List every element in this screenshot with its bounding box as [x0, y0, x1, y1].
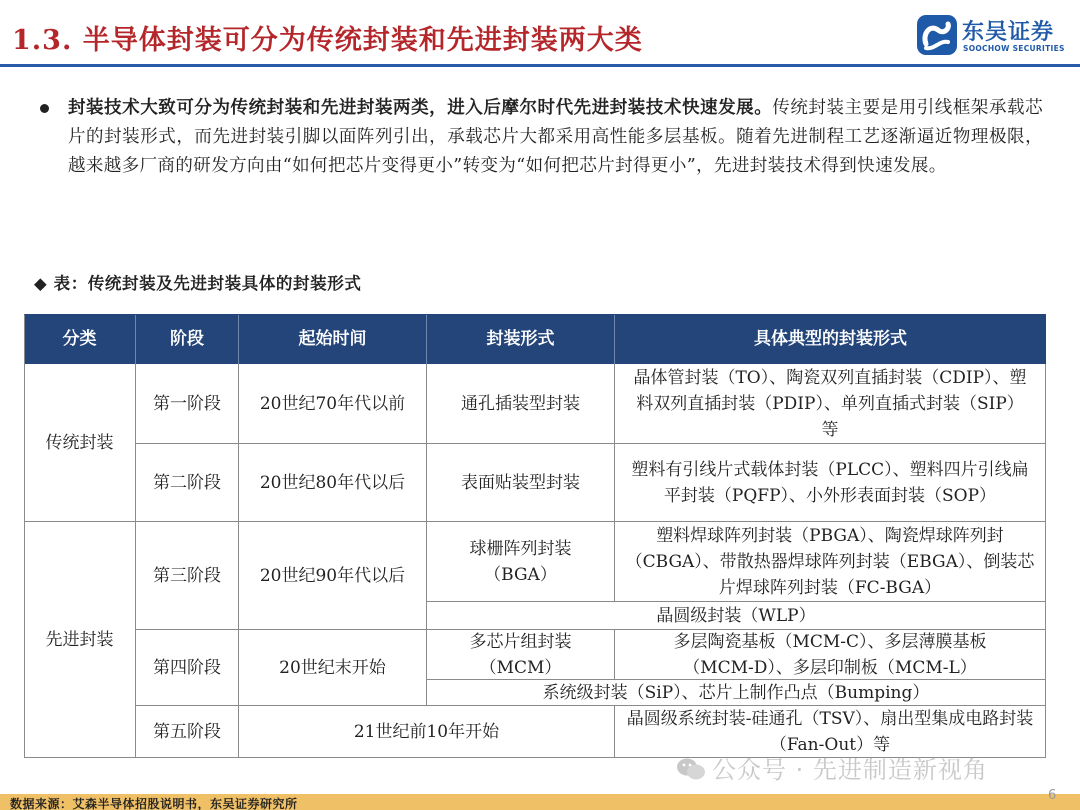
- watermark: [676, 750, 988, 785]
- header-package-form: 封装形式: [427, 314, 615, 364]
- data-source: 数据来源：艾森半导体招股说明书，东吴证券研究所: [10, 797, 298, 810]
- time-4: 20世纪末开始: [239, 630, 427, 706]
- page-number: 6: [1048, 788, 1057, 803]
- logo-text-cn: 东吴证券: [962, 20, 1055, 45]
- stage-5: 第五阶段: [136, 706, 239, 758]
- stage-3: 第三阶段: [136, 522, 239, 630]
- watermark-text: 公众号 · 先进制造新视角: [712, 756, 988, 784]
- category-advanced: 先进封装: [24, 522, 136, 758]
- soochow-logo-icon: [916, 14, 958, 56]
- sip-row: 系统级封装（SiP）、芯片上制作凸点（Bumping）: [427, 680, 1046, 706]
- logo-text-en: SOOCHOW SECURITIES: [963, 44, 1065, 53]
- header-start-time: 起始时间: [239, 314, 427, 364]
- bullet-icon: [40, 104, 49, 113]
- time-2: 20世纪80年代以后: [239, 444, 427, 522]
- intro-text: 传统封装主要是用引线框架承载芯片的封装形式，而先进封装引脚以面阵列引出，承载芯片大都采用高性能多层基板。随着先进制程工艺逐渐逼近物理极限，越来越多厂商的研发方向由“如何把芯片变得更小”转变为“如何把芯片封得更小”，先进封装技术得到快速发展。: [68, 98, 1043, 176]
- typical-5: 晶圆级系统封装-硅通孔（TSV）、扇出型集成电路封装（Fan-Out）等: [615, 706, 1046, 758]
- wlp-row: 晶圆级封装（WLP）: [427, 602, 1046, 630]
- intro-paragraph: [68, 94, 1043, 181]
- packaging-table: [24, 314, 1046, 758]
- typical-4: 多层陶瓷基板（MCM-C）、多层薄膜基板（MCM-D）、多层印制板（MCM-L）: [615, 630, 1046, 680]
- time-5: 21世纪前10年开始: [239, 706, 615, 758]
- form-2: 表面贴装型封装: [427, 444, 615, 522]
- stage-2: 第二阶段: [136, 444, 239, 522]
- header-typical-forms: 具体典型的封装形式: [615, 314, 1046, 364]
- intro-bold: 封装技术大致可分为传统封装和先进封装两类，进入后摩尔时代先进封装技术快速发展。: [68, 98, 773, 118]
- table-caption: ◆ 表：传统封装及先进封装具体的封装形式: [34, 274, 362, 293]
- typical-3: 塑料焊球阵列封装（PBGA）、陶瓷焊球阵列封（CBGA）、带散热器焊球阵列封装（EBGA）、倒装芯片焊球阵列封装（FC-BGA）: [615, 522, 1046, 602]
- header-category: 分类: [24, 314, 136, 364]
- typical-2: 塑料有引线片式载体封装（PLCC）、塑料四片引线扁平封装（PQFP）、小外形表面封装（SOP）: [615, 444, 1046, 522]
- form-4: 多芯片组封装（MCM）: [427, 630, 615, 680]
- typical-1: 晶体管封装（TO）、陶瓷双列直插封装（CDIP）、塑料双列直插封装（PDIP）、单列直插式封装（SIP）等: [615, 364, 1046, 444]
- stage-1: 第一阶段: [136, 364, 239, 444]
- form-3: 球栅阵列封装（BGA）: [427, 522, 615, 602]
- time-1: 20世纪70年代以前: [239, 364, 427, 444]
- stage-4: 第四阶段: [136, 630, 239, 706]
- form-1: 通孔插装型封装: [427, 364, 615, 444]
- header-divider: [0, 64, 1080, 67]
- time-3: 20世纪90年代以后: [239, 522, 427, 630]
- page-title: 1.3. 半导体封装可分为传统封装和先进封装两大类: [12, 25, 643, 56]
- company-logo: [916, 14, 1076, 58]
- header-stage: 阶段: [136, 314, 239, 364]
- category-traditional: 传统封装: [24, 364, 136, 522]
- wechat-icon: [676, 756, 706, 782]
